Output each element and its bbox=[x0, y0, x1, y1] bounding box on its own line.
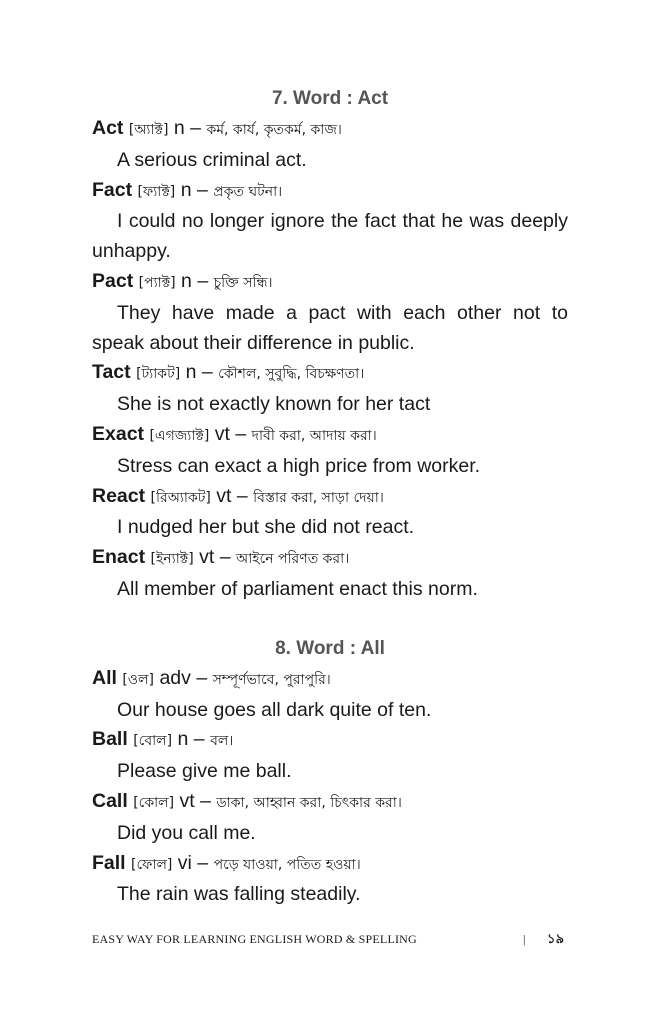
entry-pact bbox=[92, 267, 568, 358]
entry-meaning: সম্পূর্ণভাবে, পুরাপুরি। bbox=[212, 671, 331, 688]
entry-fall bbox=[92, 849, 568, 911]
entry-headline bbox=[92, 114, 568, 146]
entry-part-of-speech: vt bbox=[179, 789, 195, 812]
entry-pronunciation: [ট্যাকট] bbox=[136, 366, 181, 383]
entry-headline bbox=[92, 482, 568, 514]
entry-pronunciation: [ফ্যাক্ট] bbox=[137, 183, 176, 200]
section-title: 8. Word : All bbox=[275, 637, 385, 659]
footer-separator: | bbox=[523, 932, 526, 946]
page-body bbox=[92, 84, 568, 910]
entry-headline bbox=[92, 849, 568, 881]
entry-act bbox=[92, 114, 568, 176]
entry-pronunciation: [রিঅ্যাকট] bbox=[150, 489, 211, 506]
entry-part-of-speech: vt bbox=[214, 422, 230, 445]
entry-dash: – bbox=[201, 361, 213, 384]
entry-word: Fact bbox=[92, 178, 133, 201]
entry-meaning: চুক্তি সন্ধি। bbox=[213, 274, 273, 291]
entry-word: Ball bbox=[92, 728, 128, 751]
entry-dash: – bbox=[197, 851, 209, 874]
entry-dash: – bbox=[235, 422, 247, 445]
entry-meaning: ডাকা, আহ্বান করা, চিৎকার করা। bbox=[216, 794, 402, 811]
entry-example: A serious criminal act. bbox=[117, 148, 307, 171]
entry-example: Our house goes all dark quite of ten. bbox=[117, 698, 432, 721]
entry-dash: – bbox=[236, 484, 248, 507]
entry-pronunciation: [কোল] bbox=[133, 794, 175, 811]
entry-pronunciation: [ওল] bbox=[122, 671, 155, 688]
entry-react bbox=[92, 482, 568, 544]
entry-pronunciation: [অ্যাক্ট] bbox=[128, 122, 169, 138]
entry-word: Tact bbox=[92, 361, 131, 384]
entry-part-of-speech: vt bbox=[199, 546, 215, 569]
entry-part-of-speech: n bbox=[185, 361, 197, 384]
entry-word: React bbox=[92, 484, 146, 507]
entry-dash: – bbox=[196, 666, 208, 689]
entry-pronunciation: [প্যাক্ট] bbox=[138, 274, 176, 291]
entry-enact bbox=[92, 543, 568, 605]
entry-headline bbox=[92, 664, 568, 696]
entry-headline bbox=[92, 176, 568, 208]
section-word-all bbox=[92, 634, 568, 910]
entry-headline bbox=[92, 358, 568, 390]
entry-dash: – bbox=[193, 728, 205, 751]
entry-example: Please give me ball. bbox=[117, 760, 292, 783]
entry-example: She is not exactly known for her tact bbox=[117, 393, 431, 416]
section-title: 7. Word : Act bbox=[271, 88, 389, 109]
entry-headline bbox=[92, 543, 568, 575]
entry-meaning: দাবী করা, আদায় করা। bbox=[251, 427, 377, 444]
entry-example: I nudged her but she did not react. bbox=[117, 516, 415, 539]
entry-example: The rain was falling steadily. bbox=[117, 883, 361, 906]
entry-fact bbox=[92, 176, 568, 267]
entry-dash: – bbox=[219, 546, 231, 569]
entry-ball bbox=[92, 725, 568, 787]
entry-call bbox=[92, 787, 568, 849]
entry-part-of-speech: n bbox=[177, 728, 189, 751]
entry-word: Pact bbox=[92, 269, 134, 292]
entry-headline bbox=[92, 725, 568, 757]
entry-word: Act bbox=[92, 117, 124, 139]
section-spacer bbox=[92, 605, 568, 634]
entry-part-of-speech: n bbox=[181, 269, 192, 292]
section-word-act bbox=[92, 84, 568, 605]
entry-example: Did you call me. bbox=[117, 821, 256, 844]
entry-example: All member of parliament enact this norm. bbox=[117, 577, 478, 600]
entry-pronunciation: [ইন্যাক্ট] bbox=[150, 551, 194, 568]
entry-meaning: প্রকৃত ঘটনা। bbox=[213, 183, 283, 200]
entry-part-of-speech: n bbox=[180, 178, 192, 201]
entry-headline bbox=[92, 420, 568, 452]
entry-exact bbox=[92, 420, 568, 482]
entry-word: Exact bbox=[92, 422, 145, 445]
entry-word: Enact bbox=[92, 546, 146, 569]
entry-word: Call bbox=[92, 789, 128, 812]
entry-example: I could no longer ignore the fact that he was deeply unhappy. bbox=[92, 210, 568, 263]
entry-dash: – bbox=[197, 269, 209, 292]
entry-meaning: পড়ে যাওয়া, পতিত হওয়া। bbox=[213, 856, 361, 873]
entry-word: All bbox=[92, 666, 117, 689]
entry-headline bbox=[92, 267, 568, 299]
entry-pronunciation: [বোল] bbox=[133, 733, 173, 750]
entry-part-of-speech: vt bbox=[216, 484, 232, 507]
entry-meaning: বল। bbox=[210, 733, 234, 750]
entry-meaning: কর্ম, কার্য, কৃতকর্ম, কাজ। bbox=[206, 122, 342, 138]
entry-headline bbox=[92, 787, 568, 819]
entry-part-of-speech: vi bbox=[177, 851, 192, 874]
entry-example: Stress can exact a high price from worker. bbox=[117, 454, 481, 477]
entry-dash: – bbox=[190, 117, 202, 139]
entry-part-of-speech: adv bbox=[159, 666, 191, 689]
entry-dash: – bbox=[196, 178, 208, 201]
entry-all bbox=[92, 664, 568, 726]
entry-meaning: বিস্তার করা, সাড়া দেয়া। bbox=[253, 489, 384, 506]
page-footer bbox=[92, 928, 572, 950]
footer-page-number: ১৯ bbox=[547, 932, 565, 947]
entry-pronunciation: [ফোল] bbox=[131, 856, 173, 873]
footer-book-title: EASY WAY FOR LEARNING ENGLISH WORD & SPELLING bbox=[92, 932, 417, 946]
entry-word: Fall bbox=[92, 851, 126, 874]
entry-dash: – bbox=[200, 789, 211, 812]
entry-example: They have made a pact with each other not to speak about their difference in public. bbox=[92, 301, 568, 354]
entry-part-of-speech: n bbox=[173, 117, 185, 139]
entry-meaning: আইনে পরিণত করা। bbox=[235, 551, 350, 568]
entry-pronunciation: [এগজ্যাক্ট] bbox=[149, 427, 210, 444]
entry-tact bbox=[92, 358, 568, 420]
entry-meaning: কৌশল, সুবুদ্ধি, বিচক্ষণতা। bbox=[218, 366, 365, 383]
